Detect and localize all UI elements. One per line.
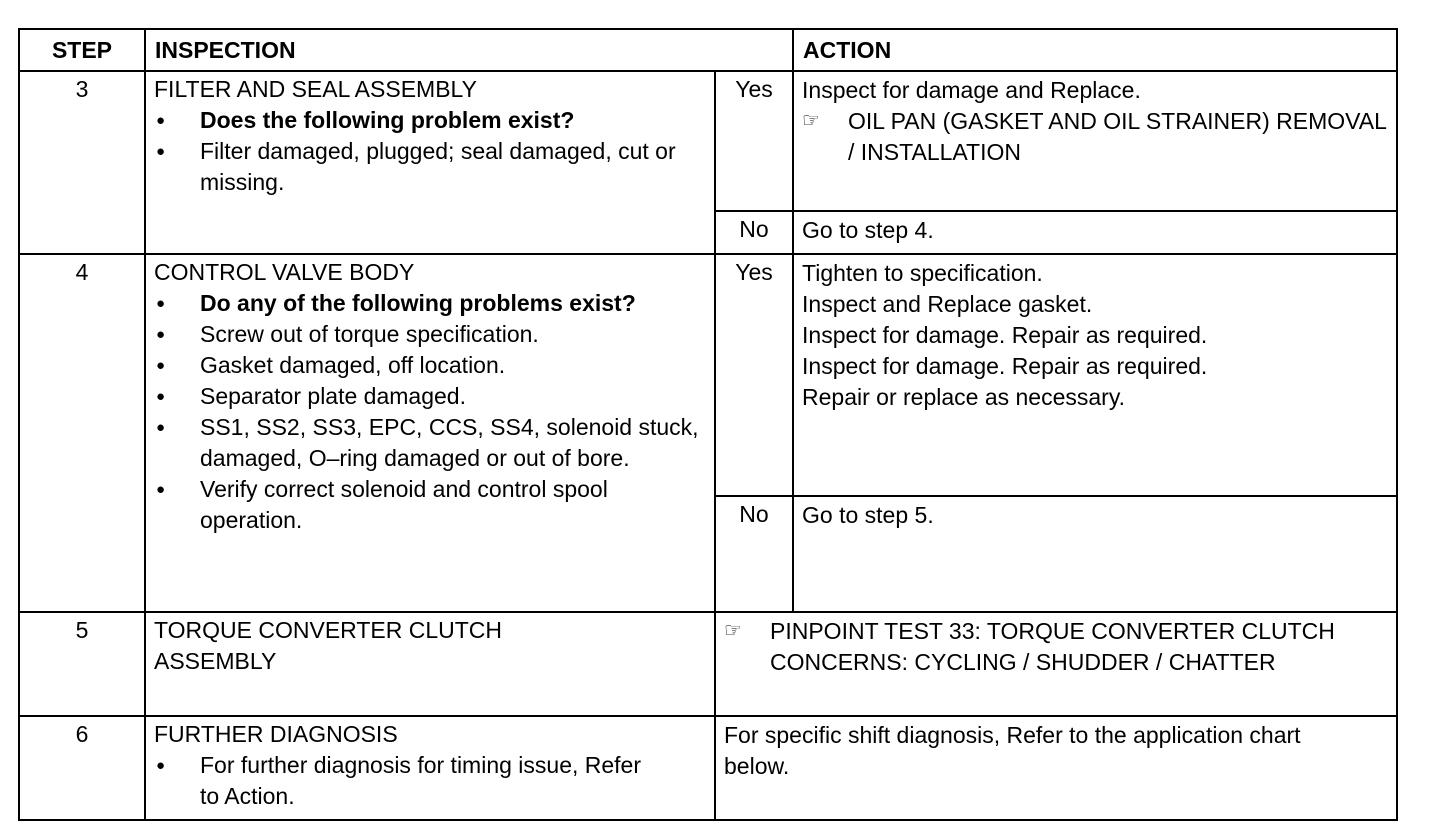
list-item: ● SS1, SS2, SS3, EPC, CCS, SS4, solenoid stuck, damaged, O–ring damaged or out of bore. bbox=[154, 412, 706, 474]
action-text: For specific shift diagnosis, Refer to the application chart below. bbox=[715, 716, 1397, 820]
reference-link[interactable] bbox=[802, 106, 1388, 168]
list-item: ● Verify correct solenoid and control spool operation. bbox=[154, 474, 706, 536]
step-header: STEP bbox=[19, 29, 145, 71]
list-item: ● Screw out of torque specification. bbox=[154, 319, 706, 350]
inspection-cell bbox=[145, 71, 715, 254]
table-row bbox=[19, 716, 1397, 820]
pointing-hand-icon: ☞ bbox=[724, 620, 742, 642]
reference-link[interactable] bbox=[724, 616, 1388, 678]
action-text: Inspect for damage and Replace. bbox=[802, 77, 1141, 103]
list-item: ● Filter damaged, plugged; seal damaged, cut or missing. bbox=[154, 136, 706, 198]
step-number: 6 bbox=[19, 716, 145, 820]
inspection-header: INSPECTION bbox=[145, 29, 793, 71]
action-cell bbox=[793, 71, 1397, 211]
inspection-cell bbox=[145, 716, 715, 820]
inspection-question: ● Does the following problem exist? bbox=[154, 105, 706, 136]
action-text: Inspect for damage. Repair as required. bbox=[802, 353, 1208, 379]
reference-text: OIL PAN (GASKET AND OIL STRAINER) REMOVAL / INSTALLATION bbox=[848, 108, 1387, 165]
inspection-title: TORQUE CONVERTER CLUTCH ASSEMBLY bbox=[145, 612, 715, 716]
inspection-title: FURTHER DIAGNOSIS bbox=[154, 721, 398, 747]
yes-label: Yes bbox=[715, 254, 793, 496]
action-text: Inspect for damage. Repair as required. bbox=[802, 322, 1208, 348]
inspection-title: CONTROL VALVE BODY bbox=[154, 259, 415, 285]
action-text: Go to step 5. bbox=[793, 496, 1397, 612]
action-text: Tighten to specification. bbox=[802, 260, 1043, 286]
action-cell bbox=[715, 612, 1397, 716]
step-number: 5 bbox=[19, 612, 145, 716]
list-item: ● Gasket damaged, off location. bbox=[154, 350, 706, 381]
inspection-list bbox=[154, 288, 706, 536]
diagnosis-table bbox=[18, 28, 1398, 821]
table-row bbox=[19, 254, 1397, 496]
table-row bbox=[19, 612, 1397, 716]
inspection-list bbox=[154, 750, 706, 812]
action-text: Inspect and Replace gasket. bbox=[802, 291, 1093, 317]
list-item: ● Separator plate damaged. bbox=[154, 381, 706, 412]
action-header: ACTION bbox=[793, 29, 1397, 71]
no-label: No bbox=[715, 211, 793, 254]
action-cell bbox=[793, 254, 1397, 496]
action-text: Repair or replace as necessary. bbox=[802, 384, 1126, 410]
step-number: 4 bbox=[19, 254, 145, 612]
inspection-title: FILTER AND SEAL ASSEMBLY bbox=[154, 76, 477, 102]
inspection-cell bbox=[145, 254, 715, 612]
list-item: ● For further diagnosis for timing issue, Refer to Action. bbox=[154, 750, 706, 812]
reference-text: PINPOINT TEST 33: TORQUE CONVERTER CLUTCH CONCERNS: CYCLING / SHUDDER / CHATTER bbox=[770, 618, 1335, 675]
yes-label: Yes bbox=[715, 71, 793, 211]
inspection-question: ● Do any of the following problems exist? bbox=[154, 288, 706, 319]
action-text: Go to step 4. bbox=[793, 211, 1397, 254]
header-row bbox=[19, 29, 1397, 71]
no-label: No bbox=[715, 496, 793, 612]
table-row bbox=[19, 71, 1397, 211]
inspection-list bbox=[154, 105, 706, 198]
step-number: 3 bbox=[19, 71, 145, 254]
pointing-hand-icon: ☞ bbox=[802, 110, 820, 132]
